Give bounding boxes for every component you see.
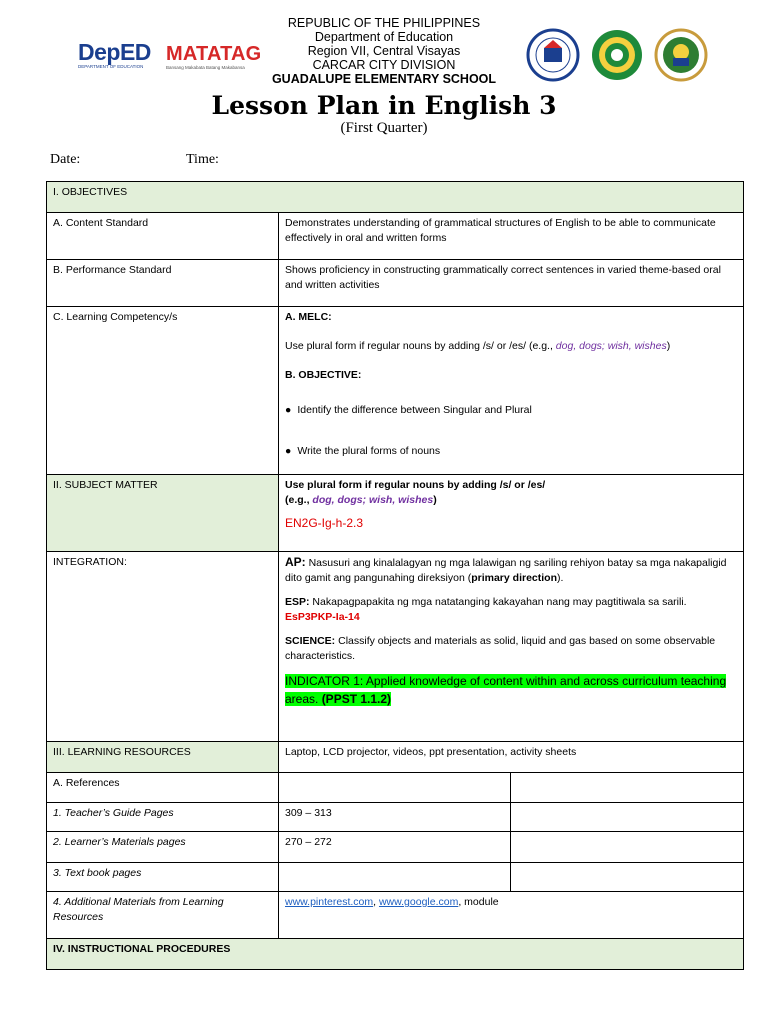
date-label: Date: <box>50 152 81 167</box>
header-republic: REPUBLIC OF THE PHILIPPINES <box>287 16 481 30</box>
melc-text: Use plural form if regular nouns by adding /s/ or /es/ (e.g., dog, dogs; wish, wishes) <box>285 340 671 352</box>
subject-matter-label: II. SUBJECT MATTER <box>47 475 279 552</box>
integration-esp: ESP: Nakapagpapakita ng mga natatanging kakayahan nang may pagtitiwala sa sarili. EsP3PKP-Ia-14 <box>285 596 687 623</box>
references-row <box>47 773 744 803</box>
subject-matter-row <box>47 475 744 552</box>
integration-label: INTEGRATION: <box>47 552 279 742</box>
content-standard-label: A. Content Standard <box>47 213 279 260</box>
header-division: CARCAR CITY DIVISION <box>312 58 456 72</box>
content-standard-text: Demonstrates understanding of grammatical structures of English to be able to communicate effectively in oral and written forms <box>279 213 744 260</box>
link-pinterest[interactable]: www.pinterest.com <box>285 896 374 908</box>
integration-indicator: INDICATOR 1: Applied knowledge of content within and across curriculum teaching areas. (PPST 1.1.2) <box>285 674 727 706</box>
learners-materials-row <box>47 832 744 863</box>
matatag-logo-text: MATATAG <box>166 43 262 65</box>
competency-label: C. Learning Competency/s <box>47 307 279 475</box>
procedures-header: IV. INSTRUCTIONAL PROCEDURES <box>47 939 744 970</box>
lesson-plan-table <box>46 181 744 970</box>
objectives-header: I. OBJECTIVES <box>47 182 744 213</box>
references-label: A. References <box>47 773 279 803</box>
learners-materials-pages: 270 – 272 <box>279 832 511 863</box>
subject-matter-code: EN2G-Ig-h-2.3 <box>285 516 364 530</box>
bullet-icon: ● <box>285 445 292 457</box>
performance-standard-row <box>47 260 744 307</box>
header-school: GUADALUPE ELEMENTARY SCHOOL <box>271 72 497 86</box>
competency-row <box>47 307 744 475</box>
performance-standard-label: B. Performance Standard <box>47 260 279 307</box>
additional-materials-label: 4. Additional Materials from Learning Resources <box>47 892 279 939</box>
integration-row <box>47 552 744 742</box>
objective-item-2: ● Write the plural forms of nouns <box>285 445 441 457</box>
textbook-label: 3. Text book pages <box>47 863 279 892</box>
matatag-logo-sub: Bansang Makabata Batang Makabansa <box>166 65 245 70</box>
time-label: Time: <box>186 152 219 167</box>
subject-matter-content <box>279 475 744 552</box>
objective-label: B. OBJECTIVE: <box>285 369 362 381</box>
melc-examples: dog, dogs; wish, wishes <box>555 340 667 352</box>
objectives-row <box>47 182 744 213</box>
integration-ap: AP: Nasusuri ang kinalalagyan ng mga lalawigan ng sariling rehiyon batay sa mga nakapaligid dito gamit ang pangunahing direksiyon (primary direction). <box>285 555 727 584</box>
integration-science: SCIENCE: Classify objects and materials as solid, liquid and gas based on some observable characteristics. <box>285 635 716 662</box>
procedures-row <box>47 939 744 970</box>
subject-matter-example: (e.g., dog, dogs; wish, wishes) <box>285 494 437 506</box>
integration-content <box>279 552 744 742</box>
additional-materials-content: www.pinterest.com, www.google.com, module <box>279 892 744 939</box>
header-department: Department of Education <box>314 30 454 44</box>
bullet-icon: ● <box>285 404 292 416</box>
deped-logo-text: DepED <box>78 39 151 65</box>
page-title: Lesson Plan in English 3 <box>211 91 557 120</box>
link-google[interactable]: www.google.com <box>378 896 459 908</box>
esp-code: EsP3PKP-Ia-14 <box>285 611 360 623</box>
deped-logo-sub: DEPARTMENT OF EDUCATION <box>78 64 144 69</box>
teachers-guide-row <box>47 803 744 832</box>
learners-materials-label: 2. Learner’s Materials pages <box>47 832 279 863</box>
teachers-guide-label: 1. Teacher’s Guide Pages <box>47 803 279 832</box>
subject-matter-title: Use plural form if regular nouns by adding /s/ or /es/ <box>285 479 546 491</box>
objective-item-1: ● Identify the difference between Singular and Plural <box>285 404 532 416</box>
page-subtitle: (First Quarter) <box>340 120 428 136</box>
teachers-guide-pages: 309 – 313 <box>279 803 511 832</box>
textbook-row <box>47 863 744 892</box>
content-standard-row <box>47 213 744 260</box>
resources-text: Laptop, LCD projector, videos, ppt presentation, activity sheets <box>279 742 744 773</box>
header-region: Region VII, Central Visayas <box>307 44 461 58</box>
performance-standard-text: Shows proficiency in constructing grammatically correct sentences in varied theme-based oral and written activities <box>279 260 744 307</box>
header-text <box>0 16 768 86</box>
resources-row <box>47 742 744 773</box>
melc-label: A. MELC: <box>285 311 332 323</box>
competency-content <box>279 307 744 475</box>
additional-materials-row <box>47 892 744 939</box>
resources-label: III. LEARNING RESOURCES <box>47 742 279 773</box>
